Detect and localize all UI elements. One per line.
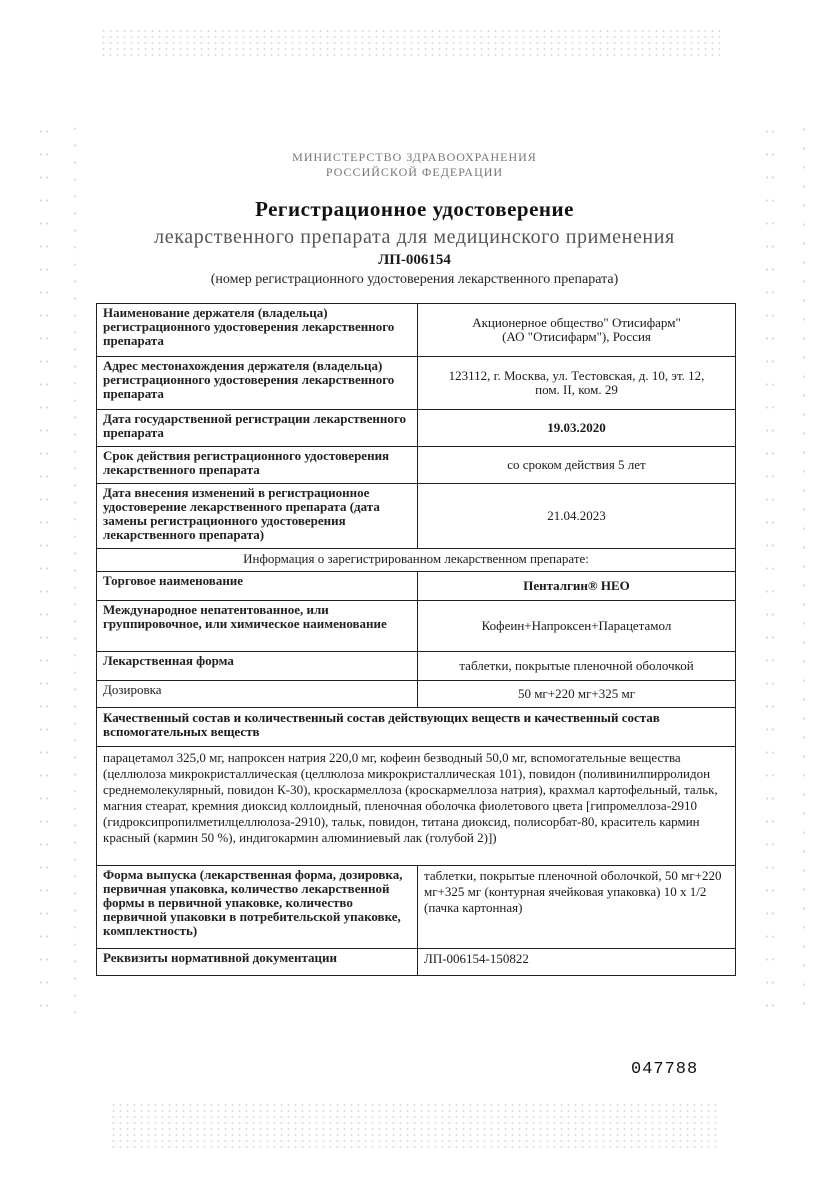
address-value-line-2: пом. II, ком. 29	[535, 382, 618, 397]
table-row-dosage	[97, 681, 736, 708]
address-value	[418, 357, 736, 410]
validity-value: со сроком действия 5 лет	[418, 447, 736, 484]
registration-date-label: Дата государственной регистрации лекарственного препарата	[97, 410, 418, 447]
document-title	[0, 197, 829, 222]
table-row-release-form	[97, 866, 736, 949]
address-label: Адрес местонахождения держателя (владельца) регистрационного удостоверения лекарственного препарата	[97, 357, 418, 410]
table-row-normative-docs	[97, 949, 736, 976]
table-row-composition	[97, 747, 736, 866]
validity-label: Срок действия регистрационного удостоверения лекарственного препарата	[97, 447, 418, 484]
document-title-line-1: Регистрационное удостоверение	[255, 197, 574, 221]
table-row-composition-header	[97, 708, 736, 747]
ministry-line-1: МИНИСТЕРСТВО ЗДРАВООХРАНЕНИЯ	[292, 150, 537, 164]
table-row-dosage-form	[97, 652, 736, 681]
ministry-heading	[0, 150, 829, 180]
change-date-label: Дата внесения изменений в регистрационное удостоверение лекарственного препарата (дата замены регистрационного удостоверения лекарственного препарата)	[97, 484, 418, 549]
table-row-info-header	[97, 549, 736, 572]
change-date-value: 21.04.2023	[418, 484, 736, 549]
registration-number: ЛП-006154	[378, 252, 451, 268]
table-row-registration-date	[97, 410, 736, 447]
normative-docs-value: ЛП-006154-150822	[418, 949, 736, 976]
release-form-value: таблетки, покрытые пленочной оболочкой, 50 мг+220 мг+325 мг (контурная ячейковая упаковка) 10 х 1/2 (пачка картонная)	[418, 866, 736, 949]
registration-date-value: 19.03.2020	[418, 410, 736, 447]
address-value-line-1: 123112, г. Москва, ул. Тестовская, д. 10, эт. 12,	[448, 368, 705, 383]
composition-text: парацетамол 325,0 мг, напроксен натрия 220,0 мг, кофеин безводный 50,0 мг, вспомогательные вещества (целлюлоза микрокристаллическая (целлюлоза микрокристаллическая 101), повидон (поливинилпирролидон среднемолекулярный, повидон К-30), кроскармеллоза (кроскармеллоза натрия), крахмал картофельный, тальк, магния стеарат, кремния диоксид коллоидный, пленочная оболочка фиолетового цвета [гипромеллоза-2910 (гидроксипропилметилцеллюлоза-2910), тальк, повидон, титана диоксид, полисорбат-80, краситель кармин красный (кармин 50 %), индигокармин алюминиевый лак (голубой 2)])	[97, 747, 736, 866]
normative-docs-label: Реквизиты нормативной документации	[97, 949, 418, 976]
dosage-form-label: Лекарственная форма	[97, 652, 418, 681]
release-form-label: Форма выпуска (лекарственная форма, дозировка, первичная упаковка, количество лекарственной формы в первичной упаковке, количество первичной упаковки в потребительской упаковке, комплектность)	[97, 866, 418, 949]
registration-table	[96, 303, 736, 976]
scan-noise-bottom	[110, 1102, 720, 1152]
holder-value-line-1: Акционерное общество" Отисифарм"	[472, 315, 681, 330]
document-subtitle	[0, 226, 829, 249]
ministry-line-2: РОССИЙСКОЙ ФЕДЕРАЦИИ	[325, 165, 504, 179]
composition-header: Качественный состав и количественный состав действующих веществ и качественный состав вспомогательных веществ	[97, 708, 736, 747]
dosage-value: 50 мг+220 мг+325 мг	[418, 681, 736, 708]
trade-name-label: Торговое наименование	[97, 572, 418, 601]
info-section-header: Информация о зарегистрированном лекарственном препарате:	[97, 549, 736, 572]
table-row-inn	[97, 601, 736, 652]
inn-value: Кофеин+Напроксен+Парацетамол	[418, 601, 736, 652]
registration-number-note: (номер регистрационного удостоверения лекарственного препарата)	[210, 272, 619, 287]
holder-value-line-2: (АО "Отисифарм"), Россия	[502, 329, 651, 344]
dosage-form-value: таблетки, покрытые пленочной оболочкой	[418, 652, 736, 681]
dosage-label: Дозировка	[97, 681, 418, 708]
document-title-line-2: лекарственного препарата для медицинского применения	[154, 226, 675, 248]
holder-label: Наименование держателя (владельца) регистрационного удостоверения лекарственного препарата	[97, 304, 418, 357]
table-row-trade-name	[97, 572, 736, 601]
scan-noise-top	[100, 28, 720, 56]
table-row-holder	[97, 304, 736, 357]
holder-value	[418, 304, 736, 357]
table-row-address	[97, 357, 736, 410]
form-serial-number: 047788	[631, 1060, 699, 1079]
table-row-validity	[97, 447, 736, 484]
table-row-change-date	[97, 484, 736, 549]
inn-label: Международное непатентованное, или группировочное, или химическое наименование	[97, 601, 418, 652]
trade-name-value: Пенталгин® НЕО	[418, 572, 736, 601]
